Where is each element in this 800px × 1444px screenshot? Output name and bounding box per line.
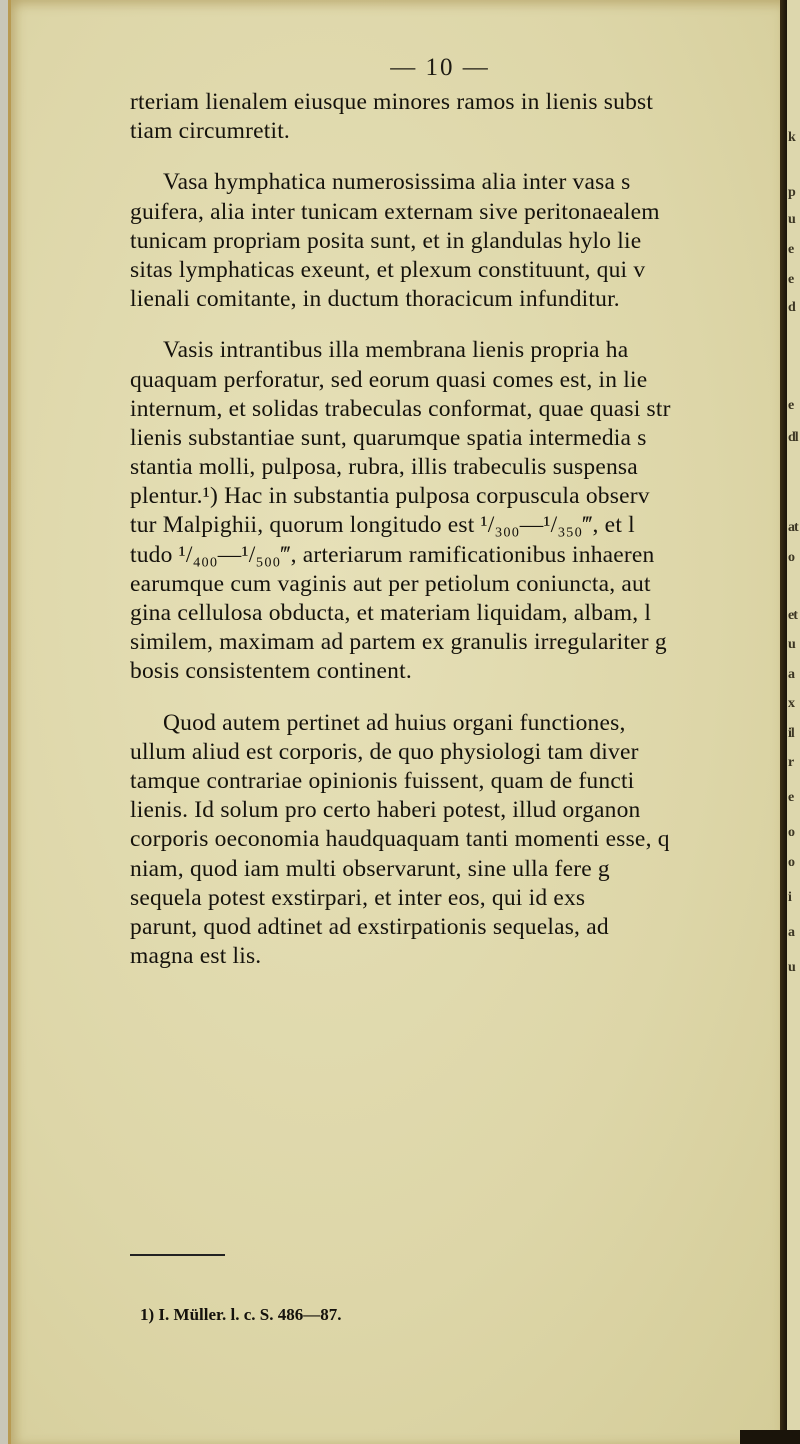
adjacent-page-fragment: et xyxy=(788,608,797,623)
adjacent-page-fragment: e xyxy=(788,242,794,257)
adjacent-page-fragment: i xyxy=(788,890,791,905)
text-line: tudo ¹/₄₀₀—¹/₅₀₀‴, arteriarum ramificationibus inhaeren xyxy=(130,541,655,568)
text-line: Vasa hymphatica numerosissima alia inter vasa s xyxy=(163,169,631,196)
adjacent-page-fragment: e xyxy=(788,272,794,287)
text-line: tamque contrariae opinionis fuissent, quam de functi xyxy=(130,767,635,794)
text-line: tur Malpighii, quorum longitudo est ¹/₃₀₀—¹/₃₅₀‴, et l xyxy=(130,512,635,539)
adjacent-page-fragment: a xyxy=(788,667,794,682)
text-line: plentur.¹) Hac in substantia pulposa corpuscula observ xyxy=(130,483,650,510)
adjacent-page-fragment: il xyxy=(788,726,794,741)
text-line: tiam circumretit. xyxy=(130,118,291,145)
text-line: lienis. Id solum pro certo haberi potest, illud organon xyxy=(130,797,641,824)
text-line: tunicam propriam posita sunt, et in glandulas hylo lie xyxy=(130,227,642,254)
text-line: lienis substantiae sunt, quarumque spatia intermedia s xyxy=(130,424,647,451)
adjacent-page-fragment: r xyxy=(788,755,794,770)
paragraph-gap xyxy=(130,314,770,336)
text-line: Vasis intrantibus illa membrana lienis propria ha xyxy=(163,337,629,364)
adjacent-page-fragment: o xyxy=(788,855,794,870)
adjacent-page-fragment: e xyxy=(788,398,794,413)
text-line: rteriam lienalem eiusque minores ramos in lienis subst xyxy=(130,89,654,115)
text-line: lienali comitante, in ductum thoracicum infunditur. xyxy=(130,286,620,313)
text-line: similem, maximam ad partem ex granulis irregulariter g xyxy=(130,629,667,656)
text-line: earumque cum vaginis aut per petiolum coniuncta, aut xyxy=(130,570,651,597)
text-line: Quod autem pertinet ad huius organi functiones, xyxy=(163,709,626,736)
text-line: bosis consistentem continent. xyxy=(130,658,412,685)
text-line: quaquam perforatur, sed eorum quasi comes est, in lie xyxy=(130,366,648,393)
adjacent-page-fragment: u xyxy=(788,637,795,652)
adjacent-page-fragment: e xyxy=(788,790,794,805)
paragraph-p1 xyxy=(130,88,770,146)
adjacent-page-fragment: p xyxy=(788,185,795,200)
text-line: gina cellulosa obducta, et materiam liquidam, albam, l xyxy=(130,600,652,626)
footnote-divider xyxy=(130,1254,225,1257)
adjacent-page-fragment: o xyxy=(788,550,794,565)
text-line: ullum aliud est corporis, de quo physiologi tam diver xyxy=(130,738,639,765)
adjacent-page-fragment: u xyxy=(788,212,795,227)
adjacent-page-fragment: u xyxy=(788,960,795,975)
text-line: sequela potest exstirpari, et inter eos, qui id exs xyxy=(130,884,586,911)
paragraph-p2 xyxy=(130,168,770,314)
paragraph-gap xyxy=(130,687,770,709)
text-line: guifera, alia inter tunicam externam sive peritonaealem xyxy=(130,198,660,225)
page-number-header: — 10 — xyxy=(390,54,490,81)
text-line: internum, et solidas trabeculas conformat, quae quasi str xyxy=(130,395,671,422)
text-line: sitas lymphaticas exeunt, et plexum constituunt, qui v xyxy=(130,256,646,283)
adjacent-page-fragment: at xyxy=(788,520,798,535)
text-line: niam, quod iam multi observarunt, sine ulla fere g xyxy=(130,855,610,882)
text-line: parunt, quod adtinet ad exstirpationis sequelas, ad xyxy=(130,913,609,940)
body-text xyxy=(130,88,770,971)
adjacent-page-fragment: dl xyxy=(788,430,798,445)
adjacent-page-bleed xyxy=(787,0,800,1444)
paragraph-p3 xyxy=(130,336,770,686)
paragraph-p4 xyxy=(130,709,770,972)
book-binding-gutter xyxy=(780,0,787,1444)
scan-left-margin xyxy=(0,0,8,1444)
text-line: stantia molli, pulposa, rubra, illis trabeculis suspensa xyxy=(130,454,638,481)
scan-corner-shadow xyxy=(740,1430,800,1444)
text-line: corporis oeconomia haudquaquam tanti momenti esse, q xyxy=(130,826,670,853)
adjacent-page-fragment: x xyxy=(788,696,794,711)
paragraph-gap xyxy=(130,146,770,168)
footnote-1: 1) I. Müller. l. c. S. 486—87. xyxy=(140,1305,342,1324)
text-line: magna est lis. xyxy=(130,943,262,970)
adjacent-page-fragment: a xyxy=(788,925,794,940)
adjacent-page-fragment: o xyxy=(788,825,794,840)
adjacent-page-fragment: d xyxy=(788,300,795,315)
adjacent-page-fragment: k xyxy=(788,130,795,145)
